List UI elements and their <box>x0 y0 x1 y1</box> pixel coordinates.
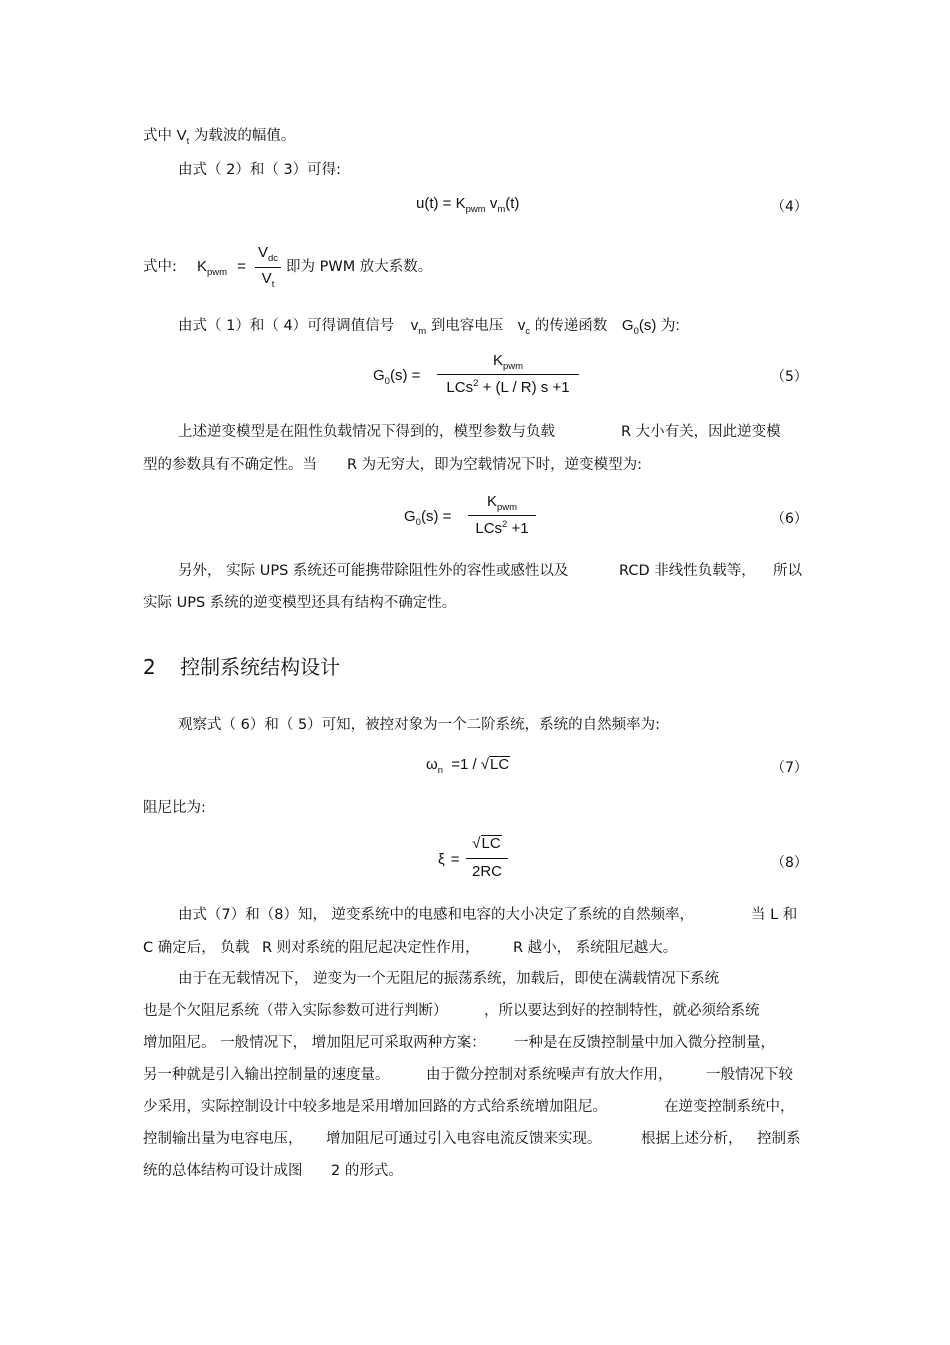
paragraph-damping-l3a: 增加阻尼。 一般情况下， 增加阻尼可采取两种方案： <box>143 1035 486 1051</box>
paragraph-from-eq-2-3: 由式（ 2）和（ 3）可得: <box>178 162 342 178</box>
paragraph-lc-line2c: R 越小， 系统阻尼越大。 <box>513 940 678 956</box>
paragraph-transfer-function: 由式（ 1）和（ 4）可得调值信号 $v_m$ 到电容电压 $v_c$ 的传递函数 $G_0(s)$ 为: <box>178 317 680 337</box>
paragraph-ups-line2: 实际 UPS 系统的逆变模型还具有结构不确定性。 <box>143 595 457 611</box>
paragraph-ups-line1a: 另外， 实际 UPS 系统还可能携带除阻性外的容性或感性以及 <box>178 563 569 579</box>
text: 为载波的幅值。 <box>193 128 296 144</box>
paragraph-lc-line2a: C 确定后， 负载 <box>143 940 250 956</box>
paragraph-damping-l2a: 也是个欠阻尼系统（带入实际参数可进行判断） <box>143 1003 448 1019</box>
section-heading <box>143 651 340 680</box>
paragraph-damping-l5b: 在逆变控制系统中， <box>664 1099 795 1115</box>
equation-5-fraction: $K_{pwm}$ LCs$^2$ + (L / R) s +1 <box>437 352 579 402</box>
paragraph-damping-l6d: 控制系 <box>757 1131 801 1147</box>
equation-number-4: （4） <box>771 199 808 215</box>
paragraph-damping-l7b: 2 的形式。 <box>331 1163 403 1179</box>
paragraph-ups-line1c: 所以 <box>773 563 802 579</box>
var-v: $V_t$ <box>176 127 190 147</box>
equation-number-6: （6） <box>771 511 808 527</box>
kpwm-label-prefix: 式中: <box>143 259 177 275</box>
paragraph-damping-l4a: 另一种就是引入输出控制量的速度量。 <box>143 1067 390 1083</box>
equation-7: $\omega_n =1 / √LC$ <box>426 756 510 776</box>
paragraph-model-line1a: 上述逆变模型是在阻性负载情况下得到的，模型参数与负载 <box>178 424 555 440</box>
paragraph-model-line2b: R 为无穷大，即为空载情况下时，逆变模型为: <box>347 457 643 473</box>
paragraph-damping-l4c: 一般情况下较 <box>706 1067 793 1083</box>
paragraph-lc-line1b: 当 L 和 <box>751 907 798 923</box>
kpwm-symbol: $K_{pwm}$ = <box>197 258 246 278</box>
paragraph-lc-line1a: 由式（7）和（8）知， 逆变系统中的电感和电容的大小决定了系统的自然频率， <box>178 907 695 923</box>
equation-number-8: （8） <box>771 855 808 871</box>
equation-5-lhs: $G_0(s)$ = <box>373 367 421 387</box>
paragraph-damping-l7a: 统的总体结构可设计成图 <box>143 1163 303 1179</box>
equation-6-lhs: $G_0(s)$ = <box>404 508 452 528</box>
paragraph-damping-l5a: 少采用，实际控制设计中较多地是采用增加回路的方式给系统增加阻尼。 <box>143 1099 607 1115</box>
paragraph-damping-l6a: 控制输出量为电容电压， <box>143 1131 303 1147</box>
paragraph-damping-l3b: 一种是在反馈控制量中加入微分控制量， <box>514 1035 775 1051</box>
equation-number-7: （7） <box>771 760 808 776</box>
paragraph-model-line2a: 型的参数具有不确定性。当 <box>143 457 317 473</box>
paragraph-damping-l2b: ，所以要达到好的控制特性，就必须给系统 <box>484 1003 760 1019</box>
paragraph-carrier-amplitude <box>143 126 295 148</box>
section-number: 2 <box>143 655 156 679</box>
equation-6-fraction: $K_{pwm}$ LCs$^2$ +1 <box>468 493 536 543</box>
paragraph-model-line1b: R 大小有关，因此逆变模 <box>621 424 781 440</box>
paragraph-damping-l4b: 由于微分控制对系统噪声有放大作用， <box>426 1067 673 1083</box>
equation-number-5: （5） <box>771 369 808 385</box>
section-title: 控制系统结构设计 <box>180 655 341 679</box>
paragraph-natural-frequency: 观察式（ 6）和（ 5）可知，被控对象为一个二阶系统，系统的自然频率为: <box>178 717 661 733</box>
paragraph-damping-l6c: 根据上述分析， <box>641 1131 743 1147</box>
paragraph-ups-line1b: RCD 非线性负载等， <box>619 563 756 579</box>
equation-8-fraction: √LC 2RC <box>466 835 508 885</box>
equation-4: $u(t) = K_{pwm}$ $v_m(t)$ <box>416 195 520 215</box>
paragraph-damping-l1: 由于在无载情况下， 逆变为一个无阻尼的振荡系统，加载后，即使在满载情况下系统 <box>178 971 720 987</box>
equation-8-lhs: ξ = <box>438 851 460 868</box>
kpwm-label-suffix: 即为 PWM 放大系数。 <box>286 259 433 275</box>
paragraph-damping-ratio: 阻尼比为: <box>143 800 206 816</box>
paragraph-damping-l6b: 增加阻尼可通过引入电容电流反馈来实现。 <box>326 1131 602 1147</box>
kpwm-fraction: $V_{dc}$ $V_t$ <box>255 244 281 292</box>
text: 式中 <box>143 128 172 144</box>
paragraph-lc-line2b: R 则对系统的阻尼起决定性作用， <box>262 940 480 956</box>
